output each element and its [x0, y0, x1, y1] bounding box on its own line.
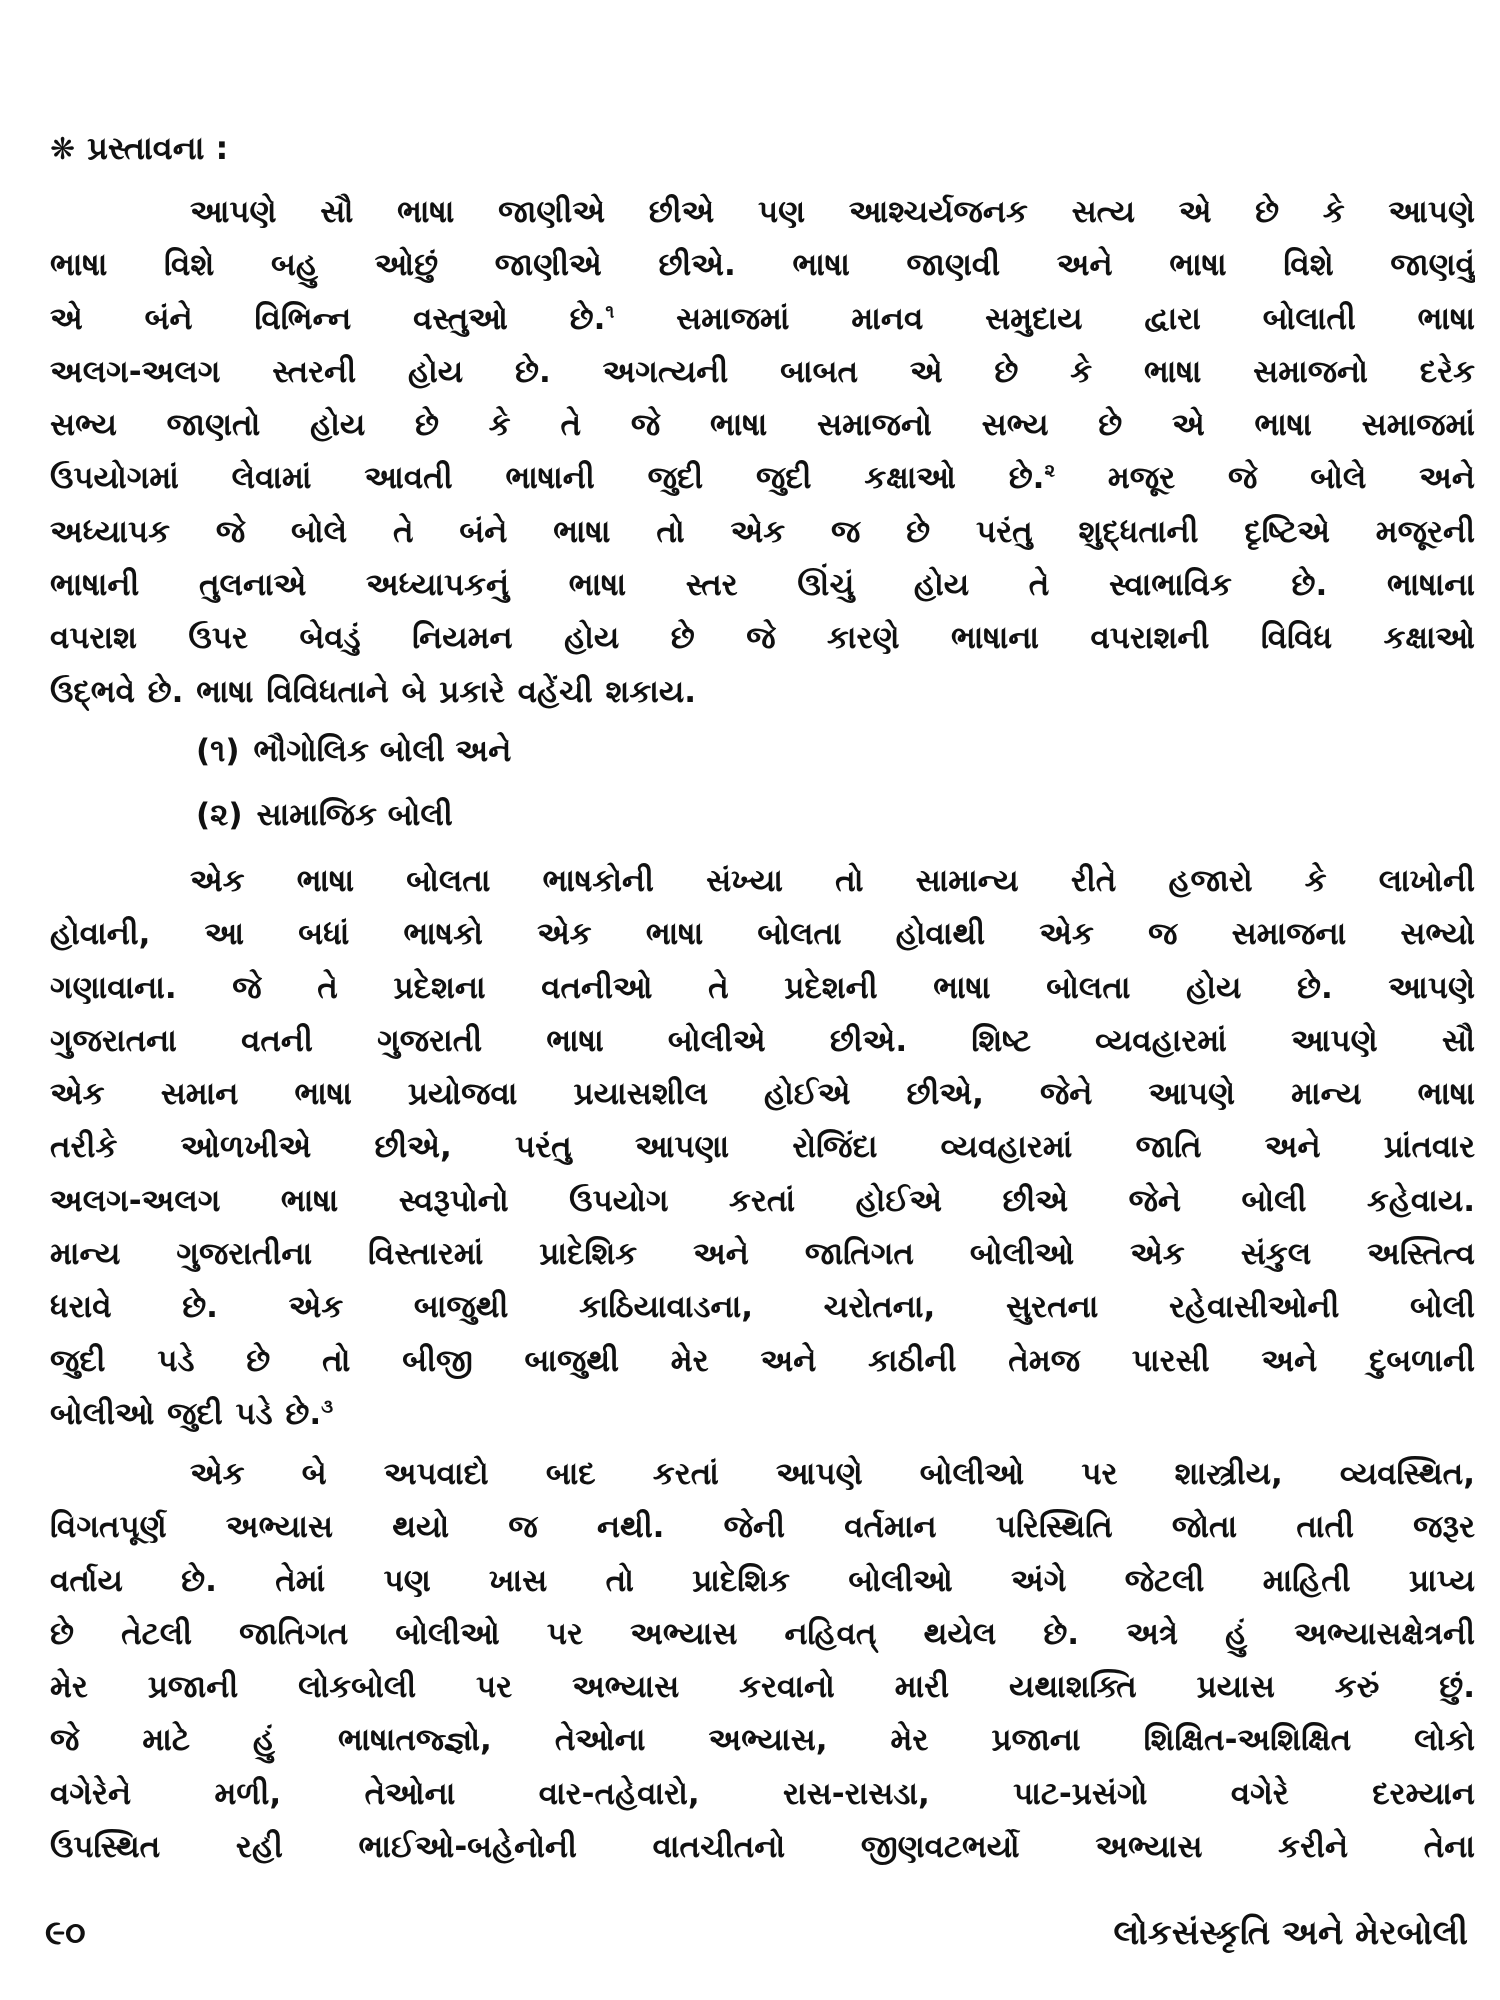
- footnote-marker: ૨: [1044, 461, 1056, 483]
- paragraph-line: મેર પ્રજાની લોકબોલી પર અભ્યાસ કરવાનો મારી યથાશક્તિ પ્રયાસ કરું છું.: [50, 1669, 1475, 1706]
- list-item-text: સામાજિક બોલી: [256, 797, 453, 833]
- paragraph-line: ગણાવાના. જે તે પ્રદેશના વતનીઓ તે પ્રદેશની ભાષા બોલતા હોય છે. આપણે: [50, 969, 1475, 1006]
- paragraph-line: ભાષાની તુલનાએ અધ્યાપકનું ભાષા સ્તર ઊંચું હોય તે સ્વાભાવિક છે. ભાષાના: [50, 567, 1475, 604]
- line-text: સમાજમાં માનવ સમુદાય દ્વારા બોલાતી ભાષા: [614, 300, 1475, 337]
- dialect-type-list: [50, 719, 1475, 847]
- paragraph-line: એક બે અપવાદો બાદ કરતાં આપણે બોલીઓ પર શાસ્ત્રીય, વ્યવસ્થિત,: [190, 1456, 1475, 1492]
- paragraph-line: વર્તાય છે. તેમાં પણ ખાસ તો પ્રાદેશિક બોલીઓ અંગે જેટલી માહિતી પ્રાપ્ય: [50, 1562, 1475, 1599]
- paragraph-line: અલગ-અલગ ભાષા સ્વરૂપોનો ઉપયોગ કરતાં હોઈએ છીએ જેને બોલી કહેવાય.: [50, 1182, 1475, 1219]
- paragraph-line: વગેરેને મળી, તેઓના વાર-તહેવારો, રાસ-રાસડા, પાટ-પ્રસંગો વગેરે દરમ્યાન: [50, 1775, 1475, 1812]
- paragraph-line: હોવાની, આ બધાં ભાષકો એક ભાષા બોલતા હોવાથી એક જ સમાજના સભ્યો: [50, 916, 1475, 953]
- line-text: બોલીઓ જુદી પડે છે.: [50, 1395, 322, 1432]
- paragraph-line: અધ્યાપક જે બોલે તે બંને ભાષા તો એક જ છે પરંતુ શુદ્ધતાની દૃષ્ટિએ મજૂરની: [50, 513, 1475, 550]
- list-marker: (૧): [196, 733, 240, 769]
- paragraph-line: [50, 452, 1475, 505]
- paragraph-line: વપરાશ ઉપર બેવડું નિયમન હોય છે જે કારણે ભાષાના વપરાશની વિવિધ કક્ષાઓ: [50, 620, 1475, 657]
- page-footer: [45, 1905, 1468, 1961]
- paragraph-line: છે તેટલી જાતિગત બોલીઓ પર અભ્યાસ નહિવત્ થયેલ છે. અત્રે હું અભ્યાસક્ષેત્રની: [50, 1615, 1475, 1652]
- paragraph-line: જુદી પડે છે તો બીજી બાજુથી મેર અને કાઠીની તેમજ પારસી અને દુબળાની: [50, 1342, 1475, 1379]
- line-text: ઉપયોગમાં લેવામાં આવતી ભાષાની જુદી જુદી કક્ષાઓ છે.: [50, 460, 1045, 497]
- footnote-marker: ૧: [605, 301, 615, 323]
- paragraph-line: [50, 293, 1475, 346]
- section-heading: [50, 121, 228, 175]
- paragraph-line: ઉદ્ભવે છે. ભાષા વિવિધતાને બે પ્રકારે વહેંચી શકાય.: [50, 673, 697, 710]
- line-text: એ બંને વિભિન્ન વસ્તુઓ છે.: [50, 300, 606, 337]
- asterism-bullet-icon: ❋: [50, 132, 76, 167]
- paragraph-line: અલગ-અલગ સ્તરની હોય છે. અગત્યની બાબત એ છે કે ભાષા સમાજનો દરેક: [50, 353, 1475, 390]
- paragraph-line: એક સમાન ભાષા પ્રયોજવા પ્રયાસશીલ હોઈએ છીએ, જેને આપણે માન્ય ભાષા: [50, 1076, 1475, 1113]
- line-text: મજૂર જે બોલે અને: [1055, 460, 1475, 497]
- running-title: લોકસંસ્કૃતિ અને મેરબોલી: [1113, 1913, 1468, 1953]
- paragraph-3: [50, 1448, 1475, 1874]
- paragraph-line: માન્ય ગુજરાતીના વિસ્તારમાં પ્રાદેશિક અને જાતિગત બોલીઓ એક સંકુલ અસ્તિત્વ: [50, 1236, 1475, 1273]
- paragraph-line: ધરાવે છે. એક બાજુથી કાઠિયાવાડના, ચરોતના, સુરતના રહેવાસીઓની બોલી: [50, 1289, 1475, 1326]
- list-item: [50, 783, 1475, 847]
- paragraph-line: [50, 1388, 1475, 1441]
- paragraph-1: [50, 186, 1475, 719]
- list-marker: (૨): [196, 797, 243, 833]
- paragraph-line: તરીકે ઓળખીએ છીએ, પરંતુ આપણા રોજિંદા વ્યવહારમાં જાતિ અને પ્રાંતવાર: [50, 1129, 1475, 1166]
- paragraph-line: ભાષા વિશે બહુ ઓછું જાણીએ છીએ. ભાષા જાણવી અને ભાષા વિશે જાણવું: [50, 247, 1475, 284]
- paragraph-line: સભ્ય જાણતો હોય છે કે તે જે ભાષા સમાજનો સભ્ય છે એ ભાષા સમાજમાં: [50, 407, 1475, 444]
- paragraph-line: એક ભાષા બોલતા ભાષકોની સંખ્યા તો સામાન્ય રીતે હજારો કે લાખોની: [190, 863, 1475, 899]
- list-item: [50, 719, 1475, 783]
- paragraph-line: ઉપસ્થિત રહી ભાઈઓ-બહેનોની વાતચીતનો જીણવટભર્યો અભ્યાસ કરીને તેના: [50, 1829, 1475, 1866]
- footnote-marker: ૩: [321, 1396, 334, 1418]
- section-heading-title: પ્રસ્તાવના :: [87, 129, 229, 167]
- paragraph-line: જે માટે હું ભાષાતજ્જ્ઞો, તેઓના અભ્યાસ, મેર પ્રજાના શિક્ષિત-અશિક્ષિત લોકો: [50, 1722, 1475, 1759]
- paragraph-line: આપણે સૌ ભાષા જાણીએ છીએ પણ આશ્ચર્યજનક સત્ય એ છે કે આપણે: [190, 194, 1475, 230]
- page-number: ૯૦: [45, 1913, 86, 1953]
- paragraph-line: વિગતપૂર્ણ અભ્યાસ થયો જ નથી. જેની વર્તમાન પરિસ્થિતિ જોતા તાતી જરૂર: [50, 1509, 1475, 1546]
- paragraph-2: [50, 855, 1475, 1441]
- list-item-text: ભૌગોલિક બોલી અને: [253, 733, 512, 769]
- paragraph-line: ગુજરાતના વતની ગુજરાતી ભાષા બોલીએ છીએ. શિષ્ટ વ્યવહારમાં આપણે સૌ: [50, 1022, 1475, 1059]
